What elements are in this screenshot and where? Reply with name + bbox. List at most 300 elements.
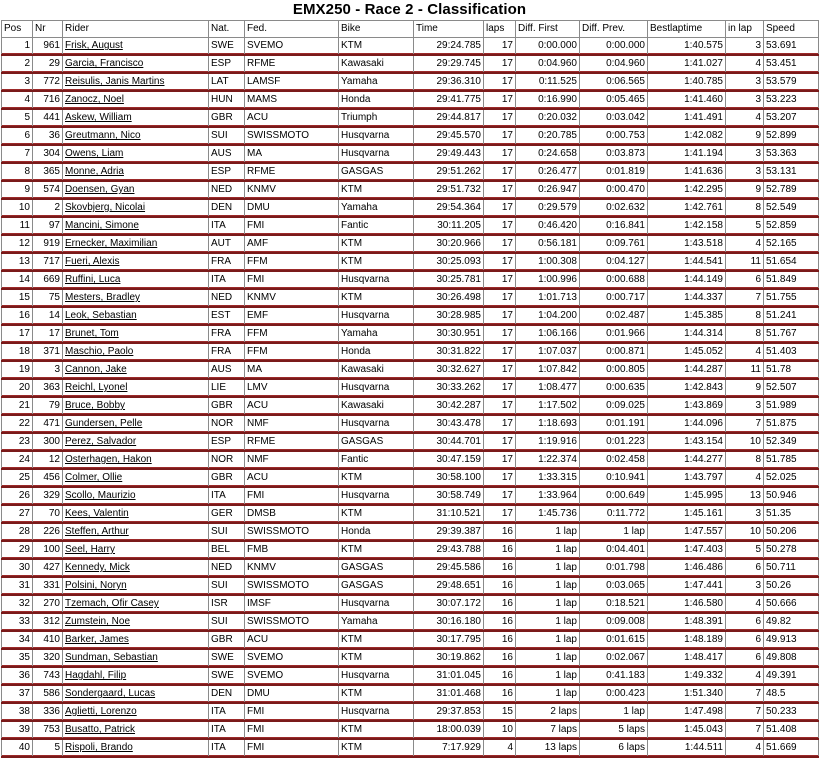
cell-in-lap: 3 <box>726 505 764 523</box>
rider-link[interactable]: Leok, Sebastian <box>65 310 137 321</box>
cell-pos: 21 <box>2 397 33 415</box>
cell-time: 30:31.822 <box>414 343 484 361</box>
cell-laps: 16 <box>484 541 516 559</box>
cell-diff-prev: 0:03.873 <box>580 145 648 163</box>
cell-laps: 15 <box>484 703 516 721</box>
cell-laps: 17 <box>484 73 516 91</box>
cell-nat: BEL <box>209 541 245 559</box>
column-header-diff-prev: Diff. Prev. <box>580 21 648 38</box>
cell-diff-prev: 1 lap <box>580 703 648 721</box>
cell-rider <box>63 163 209 181</box>
rider-link[interactable]: Ernecker, Maximilian <box>65 238 158 249</box>
cell-nat: AUT <box>209 235 245 253</box>
table-row <box>2 541 819 559</box>
rider-link[interactable]: Monne, Adria <box>65 166 124 177</box>
cell-bestlaptime: 1:48.391 <box>648 613 726 631</box>
cell-pos: 13 <box>2 253 33 271</box>
table-row <box>2 721 819 739</box>
cell-in-lap: 11 <box>726 253 764 271</box>
cell-diff-first: 0:00.000 <box>516 38 580 56</box>
cell-nat: GBR <box>209 469 245 487</box>
cell-speed: 53.691 <box>764 38 819 56</box>
cell-nr: 427 <box>33 559 63 577</box>
cell-nat: SUI <box>209 127 245 145</box>
rider-link[interactable]: Zanocz, Noel <box>65 94 124 105</box>
cell-pos: 40 <box>2 739 33 757</box>
cell-diff-first: 1:07.037 <box>516 343 580 361</box>
cell-nr: 471 <box>33 415 63 433</box>
cell-in-lap: 3 <box>726 397 764 415</box>
cell-speed: 52.789 <box>764 181 819 199</box>
cell-laps: 4 <box>484 739 516 757</box>
cell-speed: 51.403 <box>764 343 819 361</box>
cell-diff-prev: 0:01.819 <box>580 163 648 181</box>
cell-diff-first: 1 lap <box>516 577 580 595</box>
table-row <box>2 91 819 109</box>
rider-link[interactable]: Mancini, Simone <box>65 220 139 231</box>
cell-in-lap: 6 <box>726 649 764 667</box>
cell-nr: 226 <box>33 523 63 541</box>
cell-time: 29:29.745 <box>414 55 484 73</box>
cell-fed: ACU <box>245 397 339 415</box>
cell-nat: ESP <box>209 163 245 181</box>
rider-link[interactable]: Cannon, Jake <box>65 364 127 375</box>
cell-in-lap: 3 <box>726 163 764 181</box>
cell-pos: 2 <box>2 55 33 73</box>
cell-bestlaptime: 1:44.511 <box>648 739 726 757</box>
rider-link[interactable]: Tzemach, Ofir Casey <box>65 598 159 609</box>
cell-bike: Husqvarna <box>339 415 414 433</box>
cell-diff-prev: 0:04.127 <box>580 253 648 271</box>
cell-bike: Honda <box>339 91 414 109</box>
cell-fed: FMI <box>245 703 339 721</box>
table-row <box>2 523 819 541</box>
cell-fed: FFM <box>245 253 339 271</box>
cell-nr: 717 <box>33 253 63 271</box>
cell-bestlaptime: 1:44.337 <box>648 289 726 307</box>
table-row <box>2 379 819 397</box>
column-header-speed: Speed <box>764 21 819 38</box>
rider-link[interactable]: Gundersen, Pelle <box>65 418 143 429</box>
cell-diff-first: 1:33.964 <box>516 487 580 505</box>
cell-laps: 16 <box>484 631 516 649</box>
cell-nat: FRA <box>209 343 245 361</box>
cell-bestlaptime: 1:42.158 <box>648 217 726 235</box>
cell-in-lap: 13 <box>726 487 764 505</box>
cell-rider <box>63 199 209 217</box>
cell-time: 30:30.951 <box>414 325 484 343</box>
cell-rider <box>63 433 209 451</box>
cell-in-lap: 3 <box>726 577 764 595</box>
cell-rider <box>63 397 209 415</box>
cell-bestlaptime: 1:41.194 <box>648 145 726 163</box>
cell-pos: 31 <box>2 577 33 595</box>
cell-fed: RFME <box>245 163 339 181</box>
table-row <box>2 631 819 649</box>
cell-in-lap: 4 <box>726 235 764 253</box>
cell-bike: Honda <box>339 523 414 541</box>
cell-bike: KTM <box>339 253 414 271</box>
cell-bike: KTM <box>339 38 414 56</box>
cell-diff-prev: 0:04.401 <box>580 541 648 559</box>
rider-link[interactable]: Scollo, Maurizio <box>65 490 136 501</box>
cell-laps: 16 <box>484 685 516 703</box>
cell-bestlaptime: 1:41.460 <box>648 91 726 109</box>
cell-nat: ITA <box>209 721 245 739</box>
cell-bestlaptime: 1:40.785 <box>648 73 726 91</box>
cell-diff-first: 0:20.032 <box>516 109 580 127</box>
cell-pos: 5 <box>2 109 33 127</box>
cell-fed: RFME <box>245 55 339 73</box>
table-row <box>2 253 819 271</box>
rider-link[interactable]: Polsini, Noryn <box>65 580 127 591</box>
rider-link[interactable]: Maschio, Paolo <box>65 346 134 357</box>
cell-speed: 49.913 <box>764 631 819 649</box>
cell-speed: 53.207 <box>764 109 819 127</box>
table-row <box>2 649 819 667</box>
cell-time: 30:07.172 <box>414 595 484 613</box>
cell-diff-first: 1 lap <box>516 685 580 703</box>
cell-time: 31:10.521 <box>414 505 484 523</box>
cell-fed: SWISSMOTO <box>245 613 339 631</box>
cell-bike: KTM <box>339 739 414 757</box>
cell-fed: DMU <box>245 199 339 217</box>
cell-pos: 1 <box>2 38 33 56</box>
rider-link[interactable]: Brunet, Tom <box>65 328 119 339</box>
cell-diff-prev: 0:00.805 <box>580 361 648 379</box>
cell-speed: 51.241 <box>764 307 819 325</box>
cell-fed: KNMV <box>245 181 339 199</box>
cell-bestlaptime: 1:44.096 <box>648 415 726 433</box>
cell-bike: Kawasaki <box>339 55 414 73</box>
cell-time: 29:43.788 <box>414 541 484 559</box>
cell-fed: LAMSF <box>245 73 339 91</box>
cell-rider <box>63 181 209 199</box>
cell-rider <box>63 505 209 523</box>
cell-fed: AMF <box>245 235 339 253</box>
cell-diff-first: 1 lap <box>516 667 580 685</box>
cell-bestlaptime: 1:45.995 <box>648 487 726 505</box>
cell-speed: 50.278 <box>764 541 819 559</box>
table-row <box>2 38 819 56</box>
cell-laps: 17 <box>484 505 516 523</box>
cell-nr: 586 <box>33 685 63 703</box>
cell-nat: NOR <box>209 451 245 469</box>
cell-nr: 919 <box>33 235 63 253</box>
table-row <box>2 559 819 577</box>
table-row <box>2 235 819 253</box>
rider-link[interactable]: Skovbjerg, Nicolai <box>65 202 146 213</box>
cell-pos: 34 <box>2 631 33 649</box>
cell-diff-first: 0:46.420 <box>516 217 580 235</box>
cell-bike: Kawasaki <box>339 397 414 415</box>
cell-pos: 27 <box>2 505 33 523</box>
rider-link[interactable]: Kennedy, Mick <box>65 562 130 573</box>
cell-nr: 753 <box>33 721 63 739</box>
cell-bestlaptime: 1:44.314 <box>648 325 726 343</box>
cell-diff-prev: 0:00.717 <box>580 289 648 307</box>
cell-diff-first: 1:33.315 <box>516 469 580 487</box>
cell-fed: ACU <box>245 469 339 487</box>
cell-laps: 17 <box>484 307 516 325</box>
cell-rider <box>63 649 209 667</box>
cell-speed: 51.669 <box>764 739 819 757</box>
cell-pos: 7 <box>2 145 33 163</box>
cell-nat: AUS <box>209 361 245 379</box>
rider-link[interactable]: Owens, Liam <box>65 148 124 159</box>
cell-time: 29:37.853 <box>414 703 484 721</box>
cell-time: 30:26.498 <box>414 289 484 307</box>
cell-pos: 18 <box>2 343 33 361</box>
cell-speed: 53.363 <box>764 145 819 163</box>
rider-link[interactable]: Rispoli, Brando <box>65 742 133 753</box>
cell-fed: ACU <box>245 109 339 127</box>
cell-diff-first: 1 lap <box>516 559 580 577</box>
cell-nat: HUN <box>209 91 245 109</box>
cell-rider <box>63 55 209 73</box>
cell-rider <box>63 343 209 361</box>
cell-fed: KNMV <box>245 289 339 307</box>
cell-diff-first: 0:24.658 <box>516 145 580 163</box>
cell-bestlaptime: 1:41.491 <box>648 109 726 127</box>
table-row <box>2 199 819 217</box>
rider-link[interactable]: Reichl, Lyonel <box>65 382 128 393</box>
cell-diff-prev: 0:02.487 <box>580 307 648 325</box>
cell-pos: 12 <box>2 235 33 253</box>
cell-speed: 51.35 <box>764 505 819 523</box>
rider-link[interactable]: Zumstein, Noe <box>65 616 131 627</box>
cell-bestlaptime: 1:47.498 <box>648 703 726 721</box>
cell-rider <box>63 595 209 613</box>
cell-diff-first: 7 laps <box>516 721 580 739</box>
table-row <box>2 487 819 505</box>
cell-nr: 100 <box>33 541 63 559</box>
rider-link[interactable]: Sundman, Sebastian <box>65 652 158 663</box>
cell-laps: 17 <box>484 487 516 505</box>
cell-speed: 52.549 <box>764 199 819 217</box>
cell-in-lap: 4 <box>726 739 764 757</box>
table-row <box>2 55 819 73</box>
cell-diff-first: 0:56.181 <box>516 235 580 253</box>
cell-nat: ITA <box>209 703 245 721</box>
rider-link[interactable]: Barker, James <box>65 634 129 645</box>
cell-diff-prev: 0:11.772 <box>580 505 648 523</box>
cell-pos: 6 <box>2 127 33 145</box>
cell-pos: 35 <box>2 649 33 667</box>
cell-speed: 53.131 <box>764 163 819 181</box>
table-row <box>2 145 819 163</box>
cell-laps: 16 <box>484 649 516 667</box>
cell-pos: 25 <box>2 469 33 487</box>
cell-bestlaptime: 1:47.557 <box>648 523 726 541</box>
cell-time: 29:45.586 <box>414 559 484 577</box>
cell-nr: 270 <box>33 595 63 613</box>
cell-bike: Yamaha <box>339 199 414 217</box>
cell-pos: 15 <box>2 289 33 307</box>
cell-nat: NED <box>209 289 245 307</box>
cell-laps: 17 <box>484 397 516 415</box>
cell-time: 29:49.443 <box>414 145 484 163</box>
rider-link[interactable]: Aglietti, Lorenzo <box>65 706 137 717</box>
rider-link[interactable]: Greutmann, Nico <box>65 130 141 141</box>
cell-pos: 11 <box>2 217 33 235</box>
cell-time: 30:25.093 <box>414 253 484 271</box>
cell-rider <box>63 109 209 127</box>
cell-time: 29:44.817 <box>414 109 484 127</box>
cell-fed: SWISSMOTO <box>245 577 339 595</box>
table-row <box>2 325 819 343</box>
rider-link[interactable]: Ruffini, Luca <box>65 274 121 285</box>
cell-nr: 2 <box>33 199 63 217</box>
cell-fed: MA <box>245 361 339 379</box>
cell-nr: 312 <box>33 613 63 631</box>
cell-bike: KTM <box>339 235 414 253</box>
cell-time: 30:58.749 <box>414 487 484 505</box>
cell-in-lap: 6 <box>726 559 764 577</box>
cell-nr: 410 <box>33 631 63 649</box>
cell-laps: 16 <box>484 595 516 613</box>
cell-in-lap: 8 <box>726 325 764 343</box>
rider-link[interactable]: Frisk, August <box>65 40 123 51</box>
cell-diff-prev: 0:18.521 <box>580 595 648 613</box>
column-header-nat: Nat. <box>209 21 245 38</box>
cell-diff-first: 1:08.477 <box>516 379 580 397</box>
cell-diff-first: 13 laps <box>516 739 580 757</box>
cell-in-lap: 4 <box>726 343 764 361</box>
cell-in-lap: 5 <box>726 217 764 235</box>
cell-nr: 716 <box>33 91 63 109</box>
column-header-fed: Fed. <box>245 21 339 38</box>
cell-laps: 16 <box>484 559 516 577</box>
cell-in-lap: 9 <box>726 379 764 397</box>
cell-speed: 51.849 <box>764 271 819 289</box>
cell-in-lap: 7 <box>726 703 764 721</box>
rider-link[interactable]: Busatto, Patrick <box>65 724 136 735</box>
cell-fed: FMI <box>245 721 339 739</box>
cell-diff-first: 1 lap <box>516 541 580 559</box>
cell-time: 29:45.570 <box>414 127 484 145</box>
cell-nat: ESP <box>209 55 245 73</box>
rider-link[interactable]: Perez, Salvador <box>65 436 137 447</box>
cell-rider <box>63 91 209 109</box>
cell-diff-prev: 0:01.615 <box>580 631 648 649</box>
cell-speed: 48.5 <box>764 685 819 703</box>
cell-speed: 49.808 <box>764 649 819 667</box>
cell-speed: 52.165 <box>764 235 819 253</box>
cell-diff-prev: 0:00.649 <box>580 487 648 505</box>
cell-pos: 28 <box>2 523 33 541</box>
cell-nat: LAT <box>209 73 245 91</box>
cell-rider <box>63 631 209 649</box>
cell-fed: MAMS <box>245 91 339 109</box>
cell-rider <box>63 73 209 91</box>
cell-time: 29:24.785 <box>414 38 484 56</box>
cell-bestlaptime: 1:45.043 <box>648 721 726 739</box>
cell-nr: 371 <box>33 343 63 361</box>
cell-laps: 17 <box>484 127 516 145</box>
cell-pos: 16 <box>2 307 33 325</box>
cell-pos: 24 <box>2 451 33 469</box>
cell-laps: 17 <box>484 325 516 343</box>
cell-bike: KTM <box>339 721 414 739</box>
cell-bestlaptime: 1:45.385 <box>648 307 726 325</box>
rider-link[interactable]: Kees, Valentin <box>65 508 129 519</box>
cell-bestlaptime: 1:48.417 <box>648 649 726 667</box>
cell-laps: 17 <box>484 91 516 109</box>
cell-nr: 772 <box>33 73 63 91</box>
column-header-nr: Nr <box>33 21 63 38</box>
cell-nat: ISR <box>209 595 245 613</box>
cell-diff-prev: 0:00.871 <box>580 343 648 361</box>
cell-fed: FFM <box>245 343 339 361</box>
cell-time: 29:54.364 <box>414 199 484 217</box>
cell-diff-prev: 5 laps <box>580 721 648 739</box>
cell-in-lap: 9 <box>726 127 764 145</box>
cell-diff-first: 0:11.525 <box>516 73 580 91</box>
cell-nr: 17 <box>33 325 63 343</box>
cell-speed: 51.989 <box>764 397 819 415</box>
cell-speed: 51.654 <box>764 253 819 271</box>
cell-time: 30:16.180 <box>414 613 484 631</box>
cell-bike: KTM <box>339 505 414 523</box>
cell-nr: 29 <box>33 55 63 73</box>
rider-link[interactable]: Sondergaard, Lucas <box>65 688 156 699</box>
cell-nr: 365 <box>33 163 63 181</box>
rider-link[interactable]: Mesters, Bradley <box>65 292 141 303</box>
cell-fed: EMF <box>245 307 339 325</box>
rider-link[interactable]: Reisulis, Janis Martins <box>65 76 165 87</box>
cell-rider <box>63 577 209 595</box>
cell-diff-prev: 0:01.966 <box>580 325 648 343</box>
cell-nr: 12 <box>33 451 63 469</box>
rider-link[interactable]: Bruce, Bobby <box>65 400 126 411</box>
cell-diff-prev: 0:09.008 <box>580 613 648 631</box>
cell-pos: 17 <box>2 325 33 343</box>
cell-diff-prev: 1 lap <box>580 523 648 541</box>
cell-pos: 26 <box>2 487 33 505</box>
table-row <box>2 127 819 145</box>
rider-link[interactable]: Fueri, Alexis <box>65 256 120 267</box>
rider-link[interactable]: Osterhagen, Hakon <box>65 454 152 465</box>
cell-diff-first: 1:22.374 <box>516 451 580 469</box>
cell-in-lap: 4 <box>726 595 764 613</box>
rider-link[interactable]: Seel, Harry <box>65 544 116 555</box>
cell-bestlaptime: 1:44.149 <box>648 271 726 289</box>
column-header-in-lap: in lap <box>726 21 764 38</box>
cell-nr: 456 <box>33 469 63 487</box>
cell-speed: 52.507 <box>764 379 819 397</box>
cell-fed: IMSF <box>245 595 339 613</box>
table-header-row <box>2 21 819 38</box>
table-row <box>2 307 819 325</box>
cell-laps: 17 <box>484 253 516 271</box>
rider-link[interactable]: Hagdahl, Filip <box>65 670 127 681</box>
rider-link[interactable]: Steffen, Arthur <box>65 526 129 537</box>
table-body <box>2 38 819 758</box>
cell-laps: 17 <box>484 361 516 379</box>
rider-link[interactable]: Garcia, Francisco <box>65 58 144 69</box>
cell-fed: FMI <box>245 487 339 505</box>
cell-time: 29:51.732 <box>414 181 484 199</box>
cell-in-lap: 3 <box>726 91 764 109</box>
rider-link[interactable]: Colmer, Ollie <box>65 472 123 483</box>
table-row <box>2 289 819 307</box>
cell-rider <box>63 613 209 631</box>
rider-link[interactable]: Doensen, Gyan <box>65 184 135 195</box>
cell-diff-first: 1 lap <box>516 649 580 667</box>
rider-link[interactable]: Askew, William <box>65 112 132 123</box>
table-row <box>2 613 819 631</box>
